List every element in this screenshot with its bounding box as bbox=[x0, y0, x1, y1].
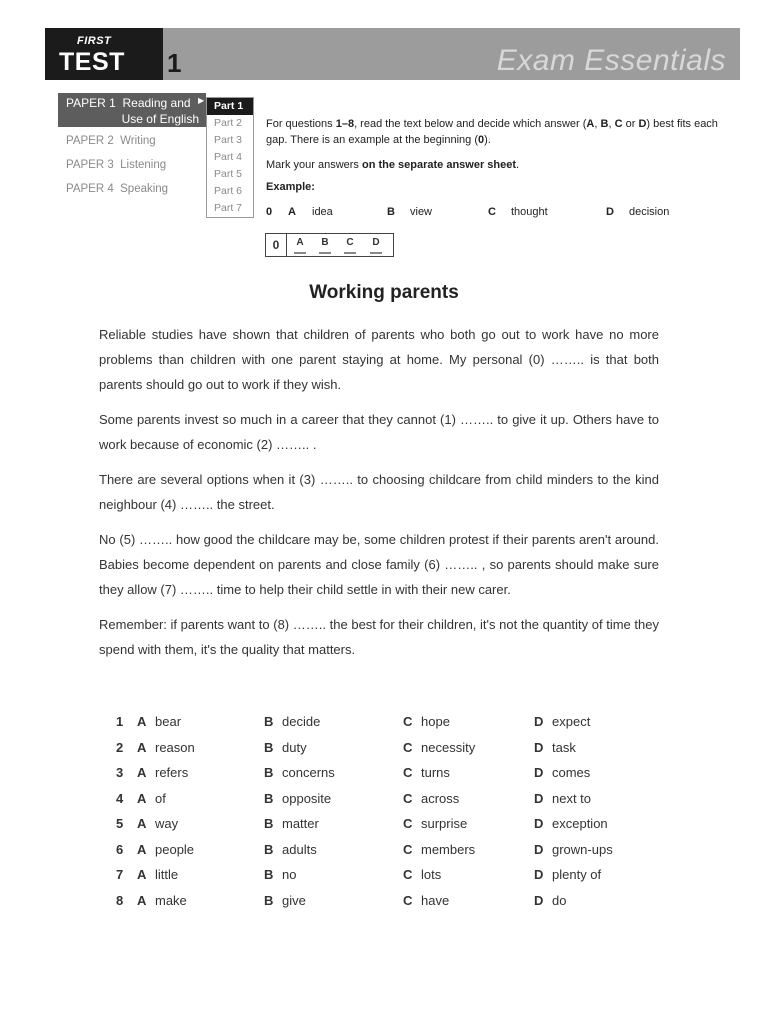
part-3-tab[interactable]: Part 3 bbox=[214, 134, 243, 146]
test-label-box bbox=[45, 28, 163, 80]
part-7-tab[interactable]: Part 7 bbox=[214, 202, 243, 214]
part-2-tab[interactable]: Part 2 bbox=[214, 117, 243, 129]
passage-text bbox=[99, 322, 659, 672]
example-answer-box: 0 A B C D bbox=[265, 233, 394, 257]
passage-paragraph: There are several options when it (3) …….. to choosing childcare from child minders to the kind neighbour (4) …….. the street. bbox=[99, 472, 659, 512]
triangle-right-icon: ▶ bbox=[198, 96, 205, 105]
parts-list bbox=[206, 97, 254, 218]
answer-option-b: B bbox=[318, 237, 332, 248]
test-label: TEST bbox=[59, 48, 125, 76]
paper-label: PAPER 1 bbox=[66, 96, 116, 110]
paper-2-nav-item[interactable]: PAPER 2 Writing bbox=[66, 135, 156, 147]
example-label: Example: bbox=[266, 181, 315, 193]
part-1-tab[interactable]: Part 1 bbox=[207, 98, 253, 115]
passage-paragraph: Remember: if parents want to (8) …….. the best for their children, it's not the quantity of time they spend with them, it's the quality that matters. bbox=[99, 617, 659, 657]
paper-3-nav-item[interactable]: PAPER 3 Listening bbox=[66, 159, 167, 171]
answer-option-c: C bbox=[343, 237, 357, 248]
first-label: FIRST bbox=[77, 35, 112, 47]
paper-title: Reading and bbox=[122, 96, 191, 110]
paper-title-line2: Use of English bbox=[121, 112, 199, 126]
part-5-tab[interactable]: Part 5 bbox=[214, 168, 243, 180]
passage-paragraph: Some parents invest so much in a career that they cannot (1) …….. to give it up. Others have to work because of economic (2) …….. . bbox=[99, 412, 659, 452]
test-number: 1 bbox=[167, 48, 182, 78]
banner-title: Exam Essentials bbox=[496, 44, 726, 77]
paper-4-nav-item[interactable]: PAPER 4 Speaking bbox=[66, 183, 169, 195]
passage-title: Working parents bbox=[309, 282, 459, 303]
instruction-line-1: For questions 1–8, read the text below and decide which answer (A, B, C or D) best fits each gap. There is an example at the beginning (0). bbox=[266, 118, 718, 146]
header-banner bbox=[45, 28, 740, 80]
passage-paragraph: No (5) …….. how good the childcare may be, some children protest if their parents aren't around. Babies become dependent on parents and close family (6) …….. , so parents should make sure they allow (7) …….. time to help their child settle in with their new carer. bbox=[99, 532, 659, 597]
answer-option-d: D bbox=[369, 237, 383, 248]
example-options: 0 A idea B view C thought D decision bbox=[266, 206, 670, 218]
passage-paragraph: Reliable studies have shown that children of parents who both go out to work have no more problems than children with one parent staying at home. My personal (0) …….. is that both parents should go out to work if they wish. bbox=[99, 327, 659, 392]
answer-option-a: A bbox=[293, 237, 307, 248]
part-4-tab[interactable]: Part 4 bbox=[214, 151, 243, 163]
paper-1-nav-item[interactable] bbox=[58, 93, 206, 127]
instructions bbox=[266, 116, 721, 182]
part-6-tab[interactable]: Part 6 bbox=[214, 185, 243, 197]
paper-list bbox=[66, 135, 168, 207]
instruction-line-2: Mark your answers on the separate answer sheet. bbox=[266, 159, 520, 171]
